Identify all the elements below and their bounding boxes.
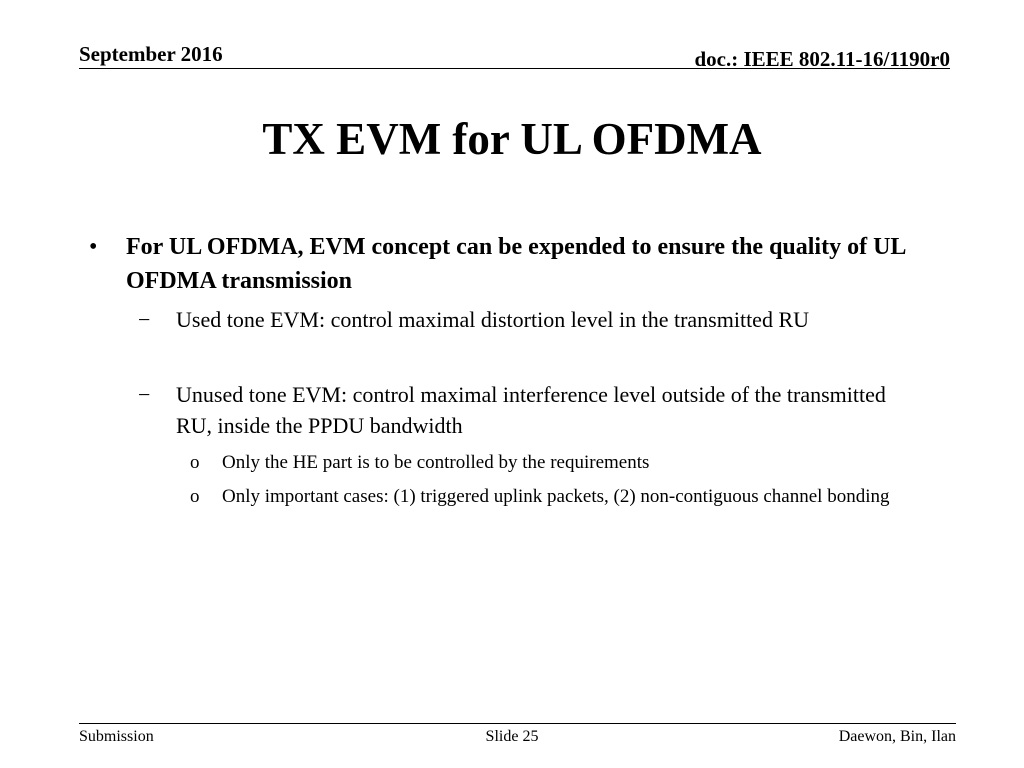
- circle-marker: o: [190, 452, 200, 473]
- footer-submission: Submission: [79, 728, 154, 745]
- sub-bullet-used-tone: [138, 304, 926, 335]
- footer-slide-number: Slide 25: [485, 728, 539, 745]
- header-divider: [79, 68, 950, 69]
- footer-divider: [79, 723, 956, 724]
- bullet-marker: •: [89, 234, 98, 260]
- sub-sub-bullet-he-part-text: Only the HE part is to be controlled by the requirements: [222, 452, 650, 473]
- circle-marker: o: [190, 486, 200, 507]
- sub-sub-bullet-important-cases: [190, 483, 902, 510]
- dash-marker: −: [138, 382, 151, 407]
- sub-bullet-unused-tone-text: Unused tone EVM: control maximal interference level outside of the transmitted RU, inside the PPDU bandwidth: [176, 382, 886, 438]
- footer-authors: Daewon, Bin, Ilan: [838, 728, 956, 745]
- slide-title: TX EVM for UL OFDMA: [262, 114, 762, 164]
- sub-sub-bullet-he-part: [190, 449, 902, 476]
- sub-sub-bullet-important-cases-text: Only important cases: (1) triggered uplink packets, (2) non-contiguous channel bonding: [222, 486, 890, 507]
- bullet-main: [89, 230, 926, 298]
- bullet-main-text: For UL OFDMA, EVM concept can be expended to ensure the quality of UL OFDMA transmission: [126, 234, 906, 294]
- sub-bullet-used-tone-text: Used tone EVM: control maximal distortion level in the transmitted RU: [176, 307, 810, 332]
- header-doc-id: doc.: IEEE 802.11-16/1190r0: [694, 47, 950, 71]
- dash-marker: −: [138, 307, 151, 332]
- sub-bullet-unused-tone: [138, 379, 926, 441]
- header-date: September 2016: [79, 42, 223, 66]
